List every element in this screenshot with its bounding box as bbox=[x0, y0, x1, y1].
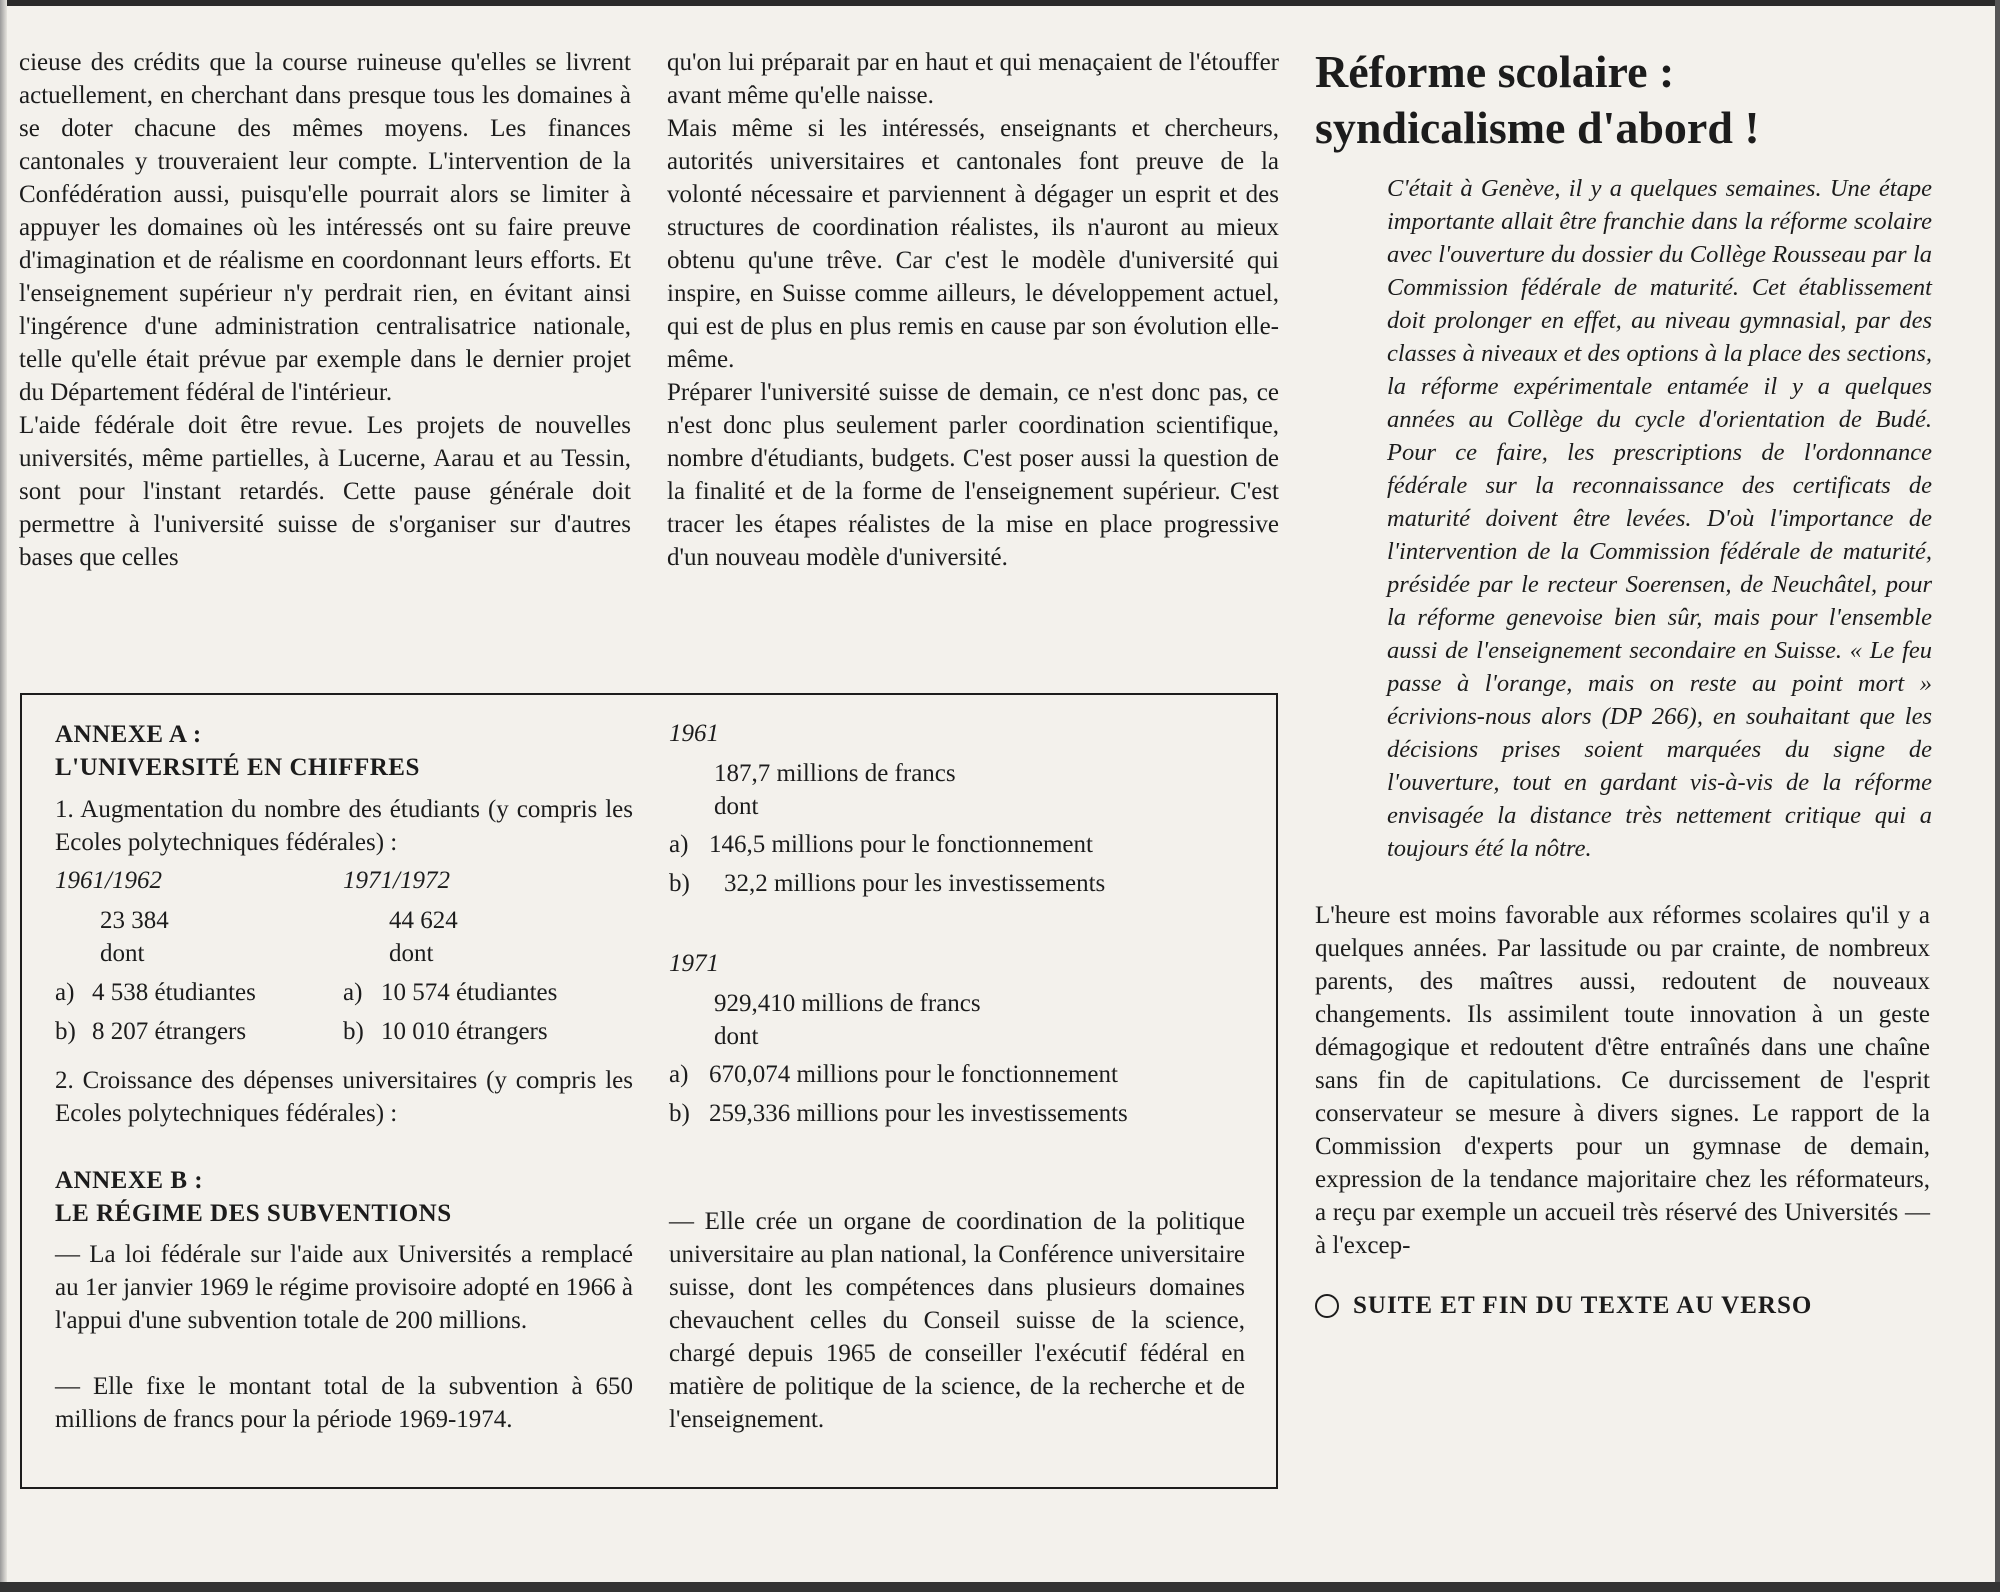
annex-b-paragraph-3: — Elle crée un organe de coordination de la politique universitaire au plan national, la Conférence universitaire suisse, dont les compétences dans plusieurs domaines chevauchent celles du Conseil suisse de la science, chargé depuis 1965 de conseiller l'exécutif fédéral en matière de politique de la science, de la recherche et de l'enseignement. bbox=[669, 1208, 1245, 1433]
dont-label: dont bbox=[714, 1023, 759, 1050]
list-marker: b) bbox=[343, 1018, 364, 1045]
year-label: 1961/1962 bbox=[55, 867, 162, 894]
expense-investment: 32,2 millions pour les investissements bbox=[724, 870, 1106, 897]
headline-line-1: Réforme scolaire : bbox=[1315, 46, 1675, 97]
circle-icon bbox=[1315, 1294, 1339, 1318]
article-column-2 bbox=[667, 46, 1279, 574]
article-column-3 bbox=[1315, 44, 1930, 1320]
students-total: 44 624 bbox=[389, 907, 458, 934]
list-marker: a) bbox=[669, 831, 689, 858]
annex-b-paragraph-1: — La loi fédérale sur l'aide aux Universités a remplacé au 1er janvier 1969 le régime provisoire adopté en 1966 à l'appui d'une subvention totale de 200 millions. bbox=[55, 1241, 633, 1334]
female-students: 10 574 étudiantes bbox=[381, 979, 558, 1006]
annex-b-title-1: ANNEXE B : bbox=[55, 1167, 204, 1194]
scan-edge-top bbox=[0, 0, 2000, 6]
dont-label: dont bbox=[100, 940, 145, 967]
scan-edge-right bbox=[1995, 0, 2000, 1592]
year-label: 1971 bbox=[669, 950, 719, 977]
scan-edge-left bbox=[0, 0, 7, 1592]
female-students: 4 538 étudiantes bbox=[92, 979, 256, 1006]
year-label: 1971/1972 bbox=[343, 867, 450, 894]
paragraph: Mais même si les intéressés, enseignants et chercheurs, autorités universitaires et cantonales font preuve de la volonté nécessaire et parviennent à dégager un esprit et des structures de coordination réalistes, ils n'auront au mieux obtenu qu'une trêve. Car c'est le modèle d'université qui inspire, en Suisse comme ailleurs, le développement actuel, qui est de plus en plus remis en cause par son évolution elle-même. bbox=[667, 115, 1279, 373]
article-headline bbox=[1315, 44, 1930, 156]
foreign-students: 8 207 étrangers bbox=[92, 1018, 247, 1045]
paragraph: qu'on lui préparait par en haut et qui menaçaient de l'étouffer avant même qu'elle naisse. bbox=[667, 49, 1279, 109]
scan-edge-bottom bbox=[0, 1582, 2000, 1592]
article-column-1 bbox=[19, 46, 631, 574]
expense-operating: 670,074 millions pour le fonctionnement bbox=[709, 1061, 1118, 1088]
article-intro: C'était à Genève, il y a quelques semaines. Une étape importante allait être franchie dans la réforme scolaire avec l'ouverture du dossier du Collège Rousseau par la Commission fédérale de maturité. Cet établissement doit prolonger en effet, au niveau gymnasial, par des classes à niveaux et des options à la place des sections, la réforme expérimentale entamée il y a quelques années au Collège du cycle d'orientation de Budé. Pour ce faire, les prescriptions de l'ordonnance fédérale sur la reconnaissance des certificats de maturité doivent être levées. D'où l'importance de l'intervention de la Commission fédérale de maturité, présidée par le recteur Soerensen, de Neuchâtel, pour la réforme genevoise bien sûr, mais pour l'ensemble aussi de l'enseignement secondaire en Suisse. « Le feu passe à l'orange, mais on reste au point mort » écrivions-nous alors (DP 266), en souhaitant que les décisions prises soient marquées du signe de l'ouverture, tout en gardant vis-à-vis de la réforme envisagée la distance très nettement critique qui a toujours été la nôtre. bbox=[1387, 175, 1932, 862]
year-label: 1961 bbox=[669, 720, 719, 747]
article-body: L'heure est moins favorable aux réformes scolaires qu'il y a quelques années. Par lassitude ou par crainte, de nombreux parents, des maîtres aussi, redoutent de nouveaux changements. Ils assimilent toute innovation à un geste démagogique et redoutent d'être entraînés dans une chaîne sans fin de capitulations. Ce durcissement de l'esprit conservateur se mesure à divers signes. Le rapport de la Commission d'experts pour un gymnase de demain, expression de la tendance majoritaire chez les réformateurs, a reçu par exemple un accueil très réservé des Universités — à l'excep- bbox=[1315, 902, 1930, 1259]
annex-a-item-2: 2. Croissance des dépenses universitaires (y compris les Ecoles polytechniques fédérales) : bbox=[55, 1067, 633, 1127]
annex-b-paragraph-2: — Elle fixe le montant total de la subvention à 650 millions de francs pour la période 1969-1974. bbox=[55, 1373, 633, 1433]
headline-line-2: syndicalisme d'abord ! bbox=[1315, 102, 1760, 153]
list-marker: a) bbox=[669, 1061, 689, 1088]
list-marker: b) bbox=[669, 1100, 690, 1127]
list-marker: b) bbox=[669, 870, 690, 897]
expense-total: 187,7 millions de francs bbox=[714, 760, 956, 787]
students-total: 23 384 bbox=[100, 907, 169, 934]
paragraph: cieuse des crédits que la course ruineuse qu'elles se livrent actuellement, en cherchant dans presque tous les domaines à se doter chacune des mêmes moyens. Les finances cantonales y trouveraient leur compte. L'intervention de la Confédération aussi, puisqu'elle pourrait alors se limiter à appuyer les domaines où les intéressés ont su faire preuve d'imagination et de réalisme en coordonnant leurs efforts. Et l'enseignement supérieur n'y perdrait rien, en évitant ainsi l'ingérence d'une administration centralisatrice nationale, telle qu'elle était prévue par exemple dans le dernier projet du Département fédéral de l'intérieur. bbox=[19, 49, 631, 406]
list-marker: a) bbox=[55, 979, 75, 1006]
foreign-students: 10 010 étrangers bbox=[381, 1018, 548, 1045]
expense-investment: 259,336 millions pour les investissements bbox=[709, 1100, 1128, 1127]
paragraph: L'aide fédérale doit être revue. Les projets de nouvelles universités, même partielles, à Lucerne, Aarau et au Tessin, sont pour l'instant retardés. Cette pause générale doit permettre à l'université suisse de s'organiser sur d'autres bases que celles bbox=[19, 412, 631, 571]
expense-operating: 146,5 millions pour le fonctionnement bbox=[709, 831, 1093, 858]
expense-total: 929,410 millions de francs bbox=[714, 990, 981, 1017]
dont-label: dont bbox=[714, 793, 759, 820]
continued-note bbox=[1315, 1292, 1930, 1320]
list-marker: a) bbox=[343, 979, 363, 1006]
annex-a-item-1: 1. Augmentation du nombre des étudiants (y compris les Ecoles polytechniques fédérales) : bbox=[55, 796, 633, 856]
paragraph: Préparer l'université suisse de demain, ce n'est donc pas, ce n'est donc plus seulement parler coordination scientifique, nombre d'étudiants, budgets. C'est poser aussi la question de la finalité et de la forme de l'enseignement supérieur. C'est tracer les étapes réalistes de la mise en place progressive d'un nouveau modèle d'université. bbox=[667, 379, 1279, 571]
list-marker: b) bbox=[55, 1018, 76, 1045]
annex-b-title-2: LE RÉGIME DES SUBVENTIONS bbox=[55, 1200, 452, 1227]
dont-label: dont bbox=[389, 940, 434, 967]
annex-a-title-1: ANNEXE A : bbox=[55, 721, 202, 748]
continued-label: SUITE ET FIN DU TEXTE AU VERSO bbox=[1353, 1292, 1813, 1319]
annex-a-title-2: L'UNIVERSITÉ EN CHIFFRES bbox=[55, 754, 420, 781]
